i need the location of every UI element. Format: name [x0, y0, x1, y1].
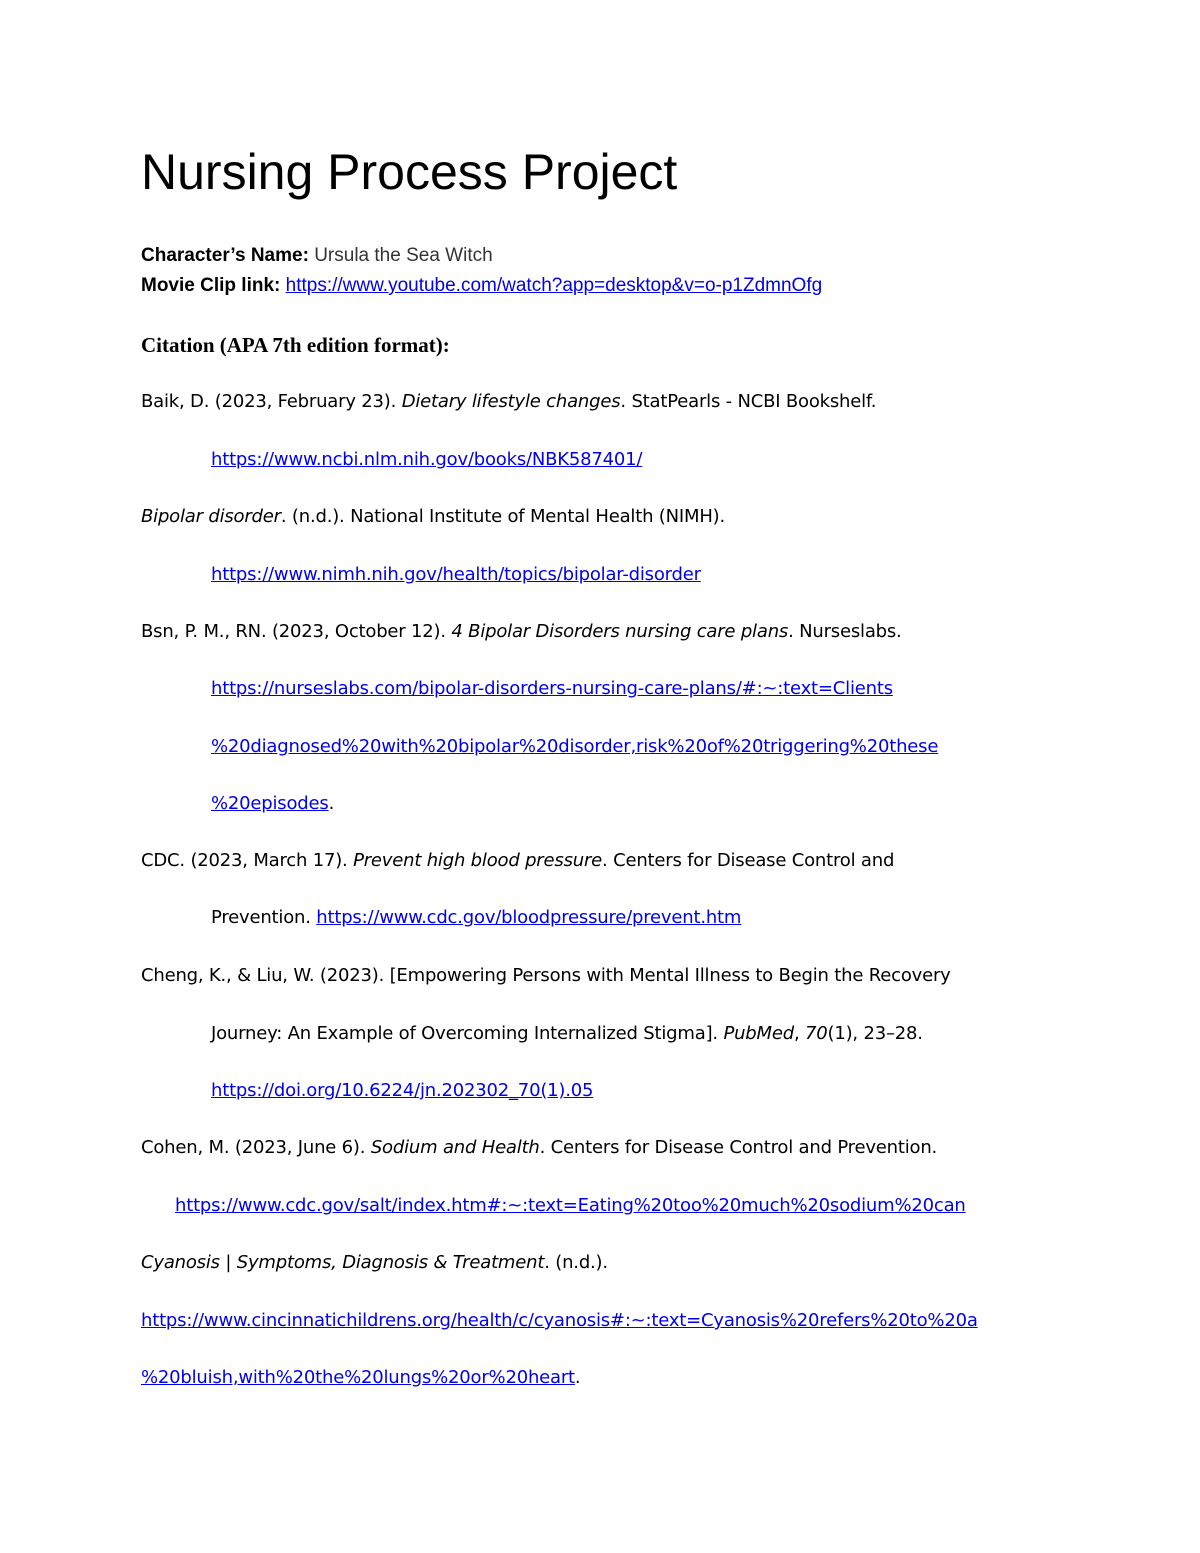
- reference-cyanosis-url-line-2: [141, 1364, 580, 1392]
- movie-clip-label: Movie Clip link:: [141, 275, 281, 296]
- reference-baik-title: Dietary lifestyle changes: [401, 391, 621, 412]
- citation-heading: Citation (APA 7th edition format):: [141, 333, 450, 357]
- reference-baik: [141, 388, 876, 416]
- reference-cheng-url-line: [211, 1077, 593, 1105]
- reference-bipolar-source: . (n.d.). National Institute of Mental Health (NIMH).: [280, 506, 726, 527]
- reference-cyanosis-link-part-2[interactable]: %20bluish,with%20the%20lungs%20or%20heart: [141, 1367, 575, 1388]
- reference-cheng-line-2: [211, 1020, 923, 1048]
- reference-cyanosis-link-part-1[interactable]: https://www.cincinnatichildrens.org/health/c/cyanosis#:~:text=Cyanosis%20refers%20to%20a: [141, 1310, 978, 1331]
- reference-bipolar-title: Bipolar disorder: [141, 506, 281, 527]
- reference-bsn-link-part-1[interactable]: https://nurseslabs.com/bipolar-disorders-nursing-care-plans/#:~:text=Clients: [211, 678, 893, 699]
- document-title: Nursing Process Project: [141, 144, 678, 200]
- reference-cdc-source-cont: Prevention.: [211, 907, 317, 928]
- reference-bsn-period: .: [328, 793, 335, 814]
- reference-cheng-volume: 70: [805, 1023, 828, 1044]
- reference-cheng: Cheng, K., & Liu, W. (2023). [Empowering Persons with Mental Illness to Begin the Recovery: [141, 965, 951, 986]
- reference-cohen-url-line: [175, 1192, 966, 1220]
- reference-bipolar-url-line: [211, 561, 701, 589]
- reference-baik-link[interactable]: https://www.ncbi.nlm.nih.gov/books/NBK587401/: [211, 449, 643, 470]
- movie-clip-line: [141, 273, 822, 299]
- reference-cheng-pages: (1), 23–28.: [827, 1023, 923, 1044]
- reference-cyanosis-title: Cyanosis | Symptoms, Diagnosis & Treatment: [141, 1252, 545, 1273]
- reference-cdc: [141, 847, 894, 875]
- reference-bsn-url-line-2: [211, 733, 938, 761]
- reference-cdc-author: CDC. (2023, March 17).: [141, 850, 354, 871]
- reference-cdc-title: Prevent high blood pressure: [353, 850, 603, 871]
- character-name-label: Character’s Name:: [141, 245, 309, 266]
- reference-bsn-url-line-1: [211, 675, 893, 703]
- reference-baik-source: . StatPearls - NCBI Bookshelf.: [620, 391, 877, 412]
- reference-cheng-link[interactable]: https://doi.org/10.6224/jn.202302_70(1).05: [211, 1080, 594, 1101]
- reference-bipolar: [141, 503, 725, 531]
- reference-cyanosis-date: . (n.d.).: [544, 1252, 608, 1273]
- reference-cyanosis-url-line-1: [141, 1307, 978, 1335]
- reference-cohen: [141, 1134, 937, 1162]
- reference-cheng-journal: PubMed: [723, 1023, 794, 1044]
- reference-cohen-author: Cohen, M. (2023, June 6).: [141, 1137, 371, 1158]
- reference-cyanosis-period: .: [574, 1367, 581, 1388]
- reference-cheng-title-cont: Journey: An Example of Overcoming Internalized Stigma].: [211, 1023, 724, 1044]
- reference-bsn-link-part-3[interactable]: %20episodes: [211, 793, 329, 814]
- character-name-line: [141, 243, 493, 269]
- reference-bsn-url-line-3: [211, 790, 334, 818]
- reference-cdc-line-2: [211, 904, 741, 932]
- reference-bipolar-link[interactable]: https://www.nimh.nih.gov/health/topics/bipolar-disorder: [211, 564, 701, 585]
- reference-cheng-sep: ,: [793, 1023, 806, 1044]
- reference-bsn-title: 4 Bipolar Disorders nursing care plans: [451, 621, 789, 642]
- reference-cyanosis: [141, 1249, 608, 1277]
- character-name-value: Ursula the Sea Witch: [314, 245, 493, 266]
- reference-baik-url-line: [211, 446, 642, 474]
- movie-clip-link[interactable]: https://www.youtube.com/watch?app=desktop&v=o-p1ZdmnOfg: [285, 275, 823, 296]
- reference-cohen-source: . Centers for Disease Control and Prevention.: [539, 1137, 938, 1158]
- reference-baik-author: Baik, D. (2023, February 23).: [141, 391, 402, 412]
- reference-bsn-source: . Nurseslabs.: [788, 621, 902, 642]
- reference-cdc-source: . Centers for Disease Control and: [602, 850, 895, 871]
- reference-bsn: [141, 618, 902, 646]
- reference-bsn-link-part-2[interactable]: %20diagnosed%20with%20bipolar%20disorder,risk%20of%20triggering%20these: [211, 736, 939, 757]
- reference-cohen-link[interactable]: https://www.cdc.gov/salt/index.htm#:~:text=Eating%20too%20much%20sodium%20can: [175, 1195, 966, 1216]
- reference-cohen-title: Sodium and Health: [370, 1137, 540, 1158]
- reference-bsn-author: Bsn, P. M., RN. (2023, October 12).: [141, 621, 452, 642]
- reference-cdc-link[interactable]: https://www.cdc.gov/bloodpressure/prevent.htm: [316, 907, 742, 928]
